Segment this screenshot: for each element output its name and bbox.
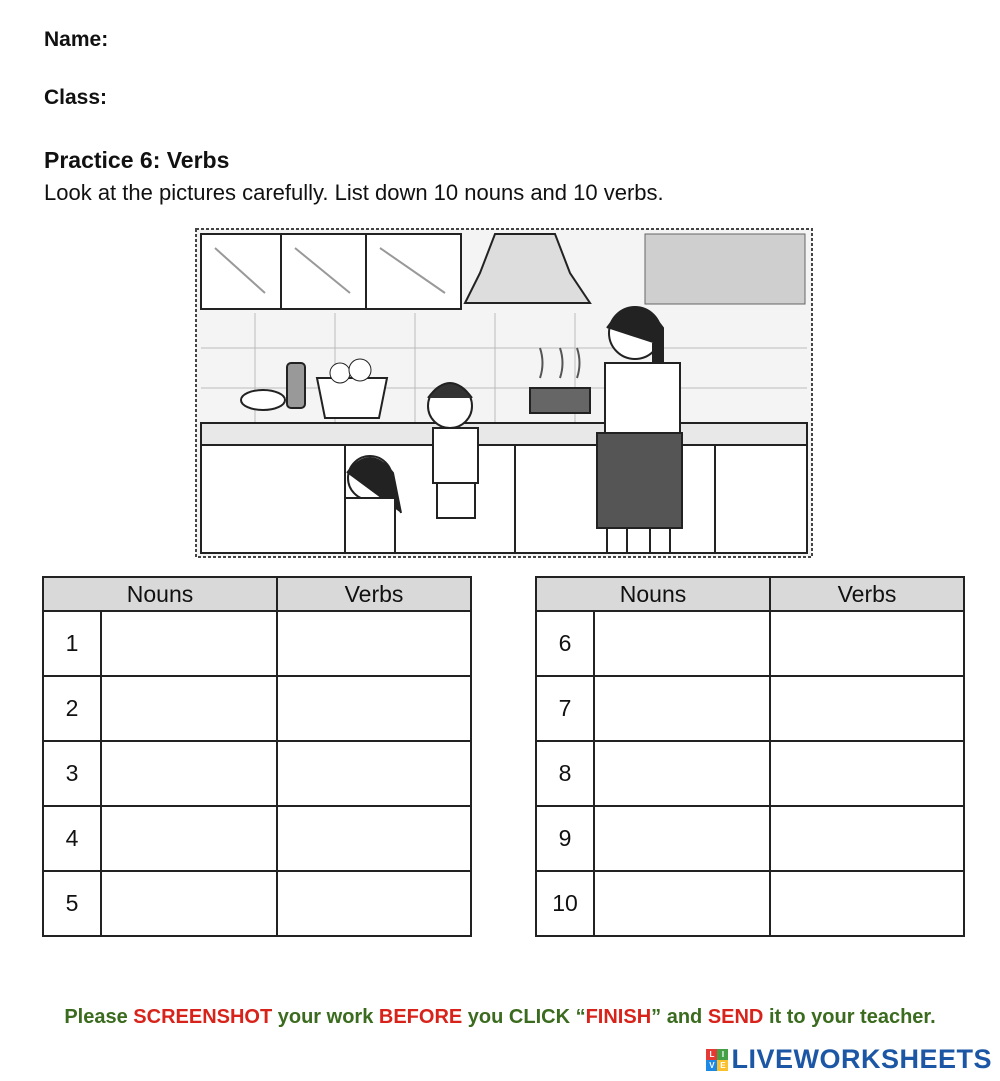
noun-input[interactable] (101, 611, 277, 676)
verb-input[interactable] (277, 741, 471, 806)
name-label: Name: (44, 28, 109, 51)
verb-input[interactable] (277, 611, 471, 676)
table-row (43, 741, 471, 806)
note-emphasis: SCREENSHOT (133, 1006, 273, 1028)
noun-input[interactable] (594, 871, 770, 936)
table-row (536, 871, 964, 936)
logo-letter: E (717, 1060, 728, 1071)
verb-input-field[interactable] (771, 807, 963, 870)
verb-input[interactable] (770, 806, 964, 871)
instructions: Look at the pictures carefully. List down 10 nouns and 10 verbs. (44, 180, 664, 205)
row-number: 8 (536, 741, 594, 806)
kitchen-scene-illustration (195, 228, 813, 558)
verb-input[interactable] (770, 676, 964, 741)
noun-input-field[interactable] (595, 742, 769, 805)
table-row (43, 806, 471, 871)
logo-letter: V (706, 1060, 717, 1071)
verb-input-field[interactable] (278, 742, 470, 805)
noun-input-field[interactable] (102, 872, 276, 935)
nouns-header: Nouns (536, 577, 770, 611)
verb-input-field[interactable] (278, 807, 470, 870)
noun-input-field[interactable] (102, 742, 276, 805)
basket-icon (317, 378, 387, 418)
counter-icon (201, 423, 807, 445)
noun-input-field[interactable] (595, 807, 769, 870)
note-text: you CLICK “ (462, 1006, 586, 1028)
row-number: 5 (43, 871, 101, 936)
screenshot-instruction (0, 1006, 1000, 1029)
noun-input-field[interactable] (595, 612, 769, 675)
note-emphasis: FINISH (585, 1006, 652, 1028)
verb-input-field[interactable] (771, 612, 963, 675)
liveworksheets-logo-icon (706, 1049, 728, 1071)
note-emphasis: SEND (707, 1006, 764, 1028)
bowl-icon (241, 390, 285, 410)
table-row (43, 611, 471, 676)
verb-input-field[interactable] (278, 872, 470, 935)
row-number: 4 (43, 806, 101, 871)
cooking-pot-icon (530, 388, 590, 413)
brand-name: LIVEWORKSHEETS (731, 1044, 992, 1074)
note-emphasis: BEFORE (378, 1006, 463, 1028)
noun-input[interactable] (594, 676, 770, 741)
liveworksheets-brand (706, 1044, 992, 1075)
verbs-header: Verbs (277, 577, 471, 611)
table-row (536, 806, 964, 871)
table-row (43, 871, 471, 936)
verb-input-field[interactable] (278, 677, 470, 740)
logo-letter: L (706, 1049, 717, 1060)
noun-input[interactable] (101, 806, 277, 871)
row-number: 3 (43, 741, 101, 806)
noun-input-field[interactable] (102, 807, 276, 870)
nouns-header: Nouns (43, 577, 277, 611)
row-number: 7 (536, 676, 594, 741)
class-label: Class: (44, 86, 108, 109)
table-row (536, 676, 964, 741)
bottle-icon (287, 363, 305, 408)
row-number: 6 (536, 611, 594, 676)
verbs-header: Verbs (770, 577, 964, 611)
row-number: 9 (536, 806, 594, 871)
noun-input[interactable] (594, 741, 770, 806)
note-text: Please (64, 1006, 134, 1028)
table-row (536, 611, 964, 676)
nouns-verbs-table-left (42, 576, 472, 937)
verb-input[interactable] (277, 871, 471, 936)
verb-input-field[interactable] (771, 872, 963, 935)
cabinet-icon (201, 234, 461, 309)
noun-input[interactable] (594, 806, 770, 871)
row-number: 1 (43, 611, 101, 676)
note-text: your work (272, 1006, 379, 1028)
logo-letter: I (717, 1049, 728, 1060)
noun-input[interactable] (101, 871, 277, 936)
table-row (536, 741, 964, 806)
verb-input-field[interactable] (771, 742, 963, 805)
noun-input[interactable] (594, 611, 770, 676)
noun-input-field[interactable] (595, 872, 769, 935)
row-number: 2 (43, 676, 101, 741)
note-text: it to your teacher. (763, 1006, 936, 1028)
practice-title: Practice 6: Verbs (44, 147, 230, 173)
noun-input-field[interactable] (102, 677, 276, 740)
note-text: ” and (651, 1006, 708, 1028)
verb-input[interactable] (277, 676, 471, 741)
verb-input-field[interactable] (278, 612, 470, 675)
verb-input[interactable] (770, 741, 964, 806)
noun-input-field[interactable] (102, 612, 276, 675)
noun-input-field[interactable] (595, 677, 769, 740)
verb-input-field[interactable] (771, 677, 963, 740)
row-number: 10 (536, 871, 594, 936)
verb-input[interactable] (277, 806, 471, 871)
verb-input[interactable] (770, 611, 964, 676)
nouns-verbs-table-right (535, 576, 965, 937)
noun-input[interactable] (101, 676, 277, 741)
verb-input[interactable] (770, 871, 964, 936)
noun-input[interactable] (101, 741, 277, 806)
table-row (43, 676, 471, 741)
